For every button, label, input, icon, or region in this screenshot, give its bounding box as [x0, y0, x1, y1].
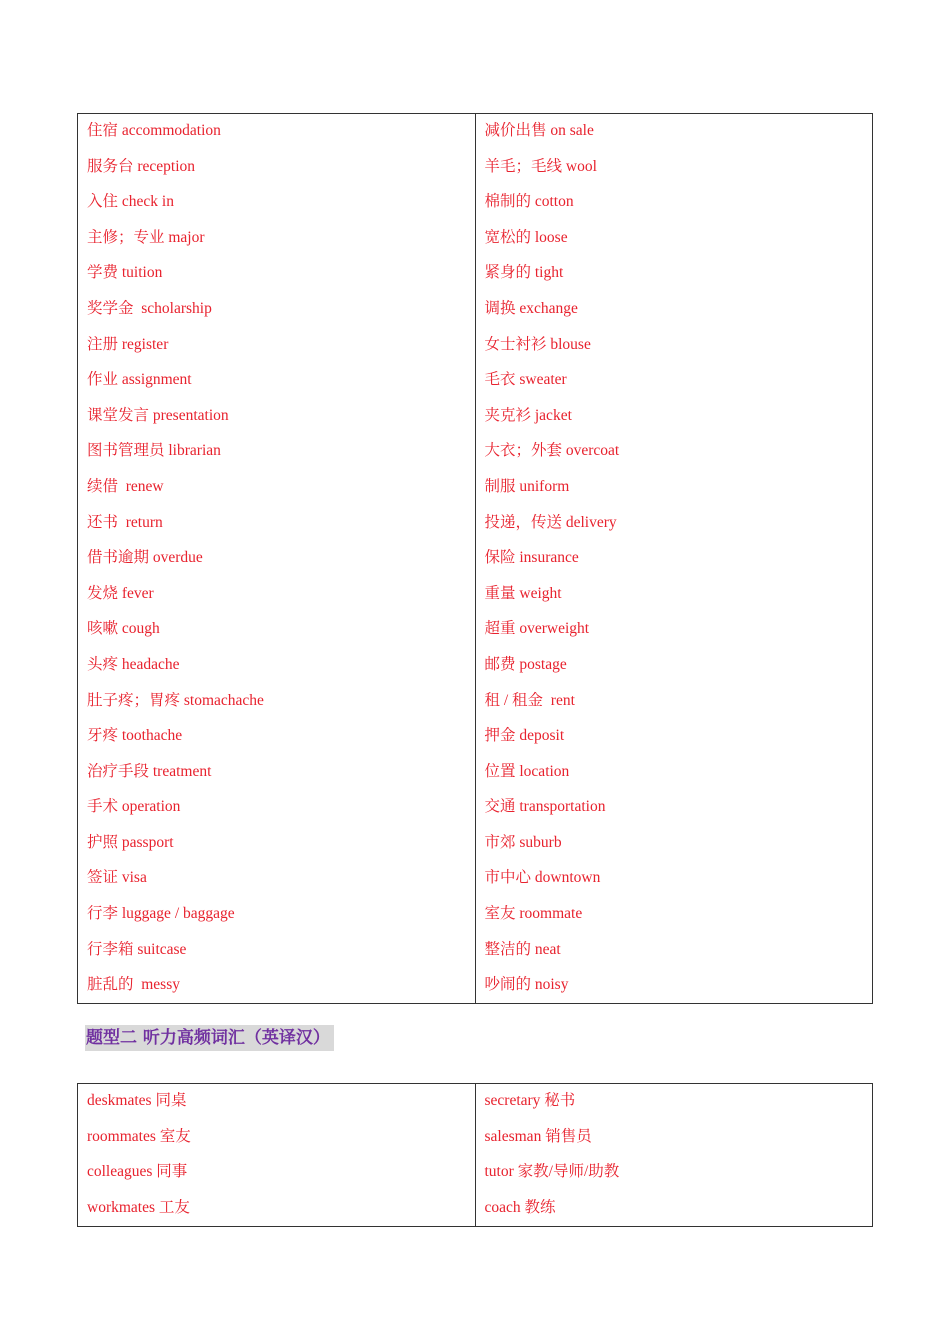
vocab-item: 紧身的 tight [484, 264, 564, 282]
vocab-item: 咳嗽 cough [87, 620, 160, 638]
vocab-item: 制服 uniform [484, 477, 570, 495]
vocab-item: 位置 location [484, 762, 570, 780]
vocab-item: 行李箱 suitcase [87, 940, 187, 958]
vocab-item: 市郊 suburb [484, 833, 562, 851]
vocab-item: 女士衬衫 blouse [484, 335, 591, 353]
vocab-table-1 [77, 113, 873, 1004]
vocab-item: 护照 passport [87, 833, 174, 851]
vocab-item: 作业 assignment [87, 371, 192, 389]
vocab-column-right [475, 1084, 873, 1226]
section-heading: 题型二 听力高频词汇（英译汉） [85, 1025, 334, 1051]
vocab-item: deskmates 同桌 [87, 1092, 187, 1109]
vocab-item: 重量 weight [484, 584, 562, 602]
vocab-item: 发烧 fever [87, 584, 154, 602]
vocab-item: 行李 luggage / baggage [87, 905, 235, 923]
vocab-item: 超重 overweight [484, 620, 590, 638]
vocab-item: 押金 deposit [484, 727, 565, 745]
vocab-item: 大衣；外套 overcoat [484, 442, 620, 460]
vocab-item: 还书 return [87, 513, 163, 531]
vocab-item: 脏乱的 messy [87, 976, 181, 994]
vocab-item: 治疗手段 treatment [87, 762, 212, 780]
vocab-item: 市中心 downtown [484, 869, 601, 887]
vocab-item: 借书逾期 overdue [87, 549, 203, 567]
vocab-item: 课堂发言 presentation [87, 406, 229, 424]
vocab-item: 投递，传送 delivery [484, 513, 617, 531]
vocab-item: 图书管理员 librarian [87, 442, 221, 460]
vocab-item: workmates 工友 [87, 1198, 190, 1216]
vocab-item: 减价出售 on sale [484, 122, 594, 139]
vocab-item: 续借 renew [87, 477, 164, 495]
vocab-item: 宽松的 loose [484, 228, 568, 246]
vocab-item: secretary 秘书 [484, 1092, 576, 1109]
vocab-item: 注册 register [87, 335, 169, 353]
vocab-item: 牙疼 toothache [87, 727, 183, 745]
vocab-item: 肚子疼；胃疼 stomachache [87, 691, 264, 709]
vocab-item: colleagues 同事 [87, 1163, 188, 1181]
vocab-item: 入住 check in [87, 193, 174, 211]
vocab-item: 租 / 租金 rent [484, 691, 575, 709]
vocab-item: salesman 销售员 [484, 1127, 592, 1145]
vocab-item: coach 教练 [484, 1198, 556, 1216]
vocab-item: 住宿 accommodation [87, 122, 221, 139]
vocab-item: 整洁的 neat [484, 940, 561, 958]
vocab-item: 交通 transportation [484, 798, 606, 816]
vocab-column-left [78, 114, 475, 1003]
vocab-item: 羊毛；毛线 wool [484, 157, 597, 175]
vocab-item: roommates 室友 [87, 1127, 191, 1145]
vocab-item: 头疼 headache [87, 655, 180, 673]
vocab-item: 奖学金 scholarship [87, 299, 212, 317]
vocab-table-2 [77, 1083, 873, 1227]
vocab-column-left [78, 1084, 475, 1226]
vocab-item: 棉制的 cotton [484, 193, 574, 211]
vocab-item: 毛衣 sweater [484, 371, 567, 389]
vocab-column-right [475, 114, 873, 1003]
vocab-item: 签证 visa [87, 869, 147, 887]
vocab-item: 主修；专业 major [87, 228, 205, 246]
vocab-item: 邮费 postage [484, 655, 567, 673]
vocab-item: 保险 insurance [484, 549, 579, 567]
vocab-item: 手术 operation [87, 798, 181, 816]
vocab-item: 调换 exchange [484, 299, 578, 317]
vocab-item: 室友 roommate [484, 905, 583, 923]
vocab-item: 服务台 reception [87, 157, 196, 175]
vocab-item: 学费 tuition [87, 264, 163, 282]
vocab-item: 吵闹的 noisy [484, 976, 569, 994]
vocab-item: tutor 家教/导师/助教 [484, 1163, 620, 1181]
vocab-item: 夹克衫 jacket [484, 406, 572, 424]
